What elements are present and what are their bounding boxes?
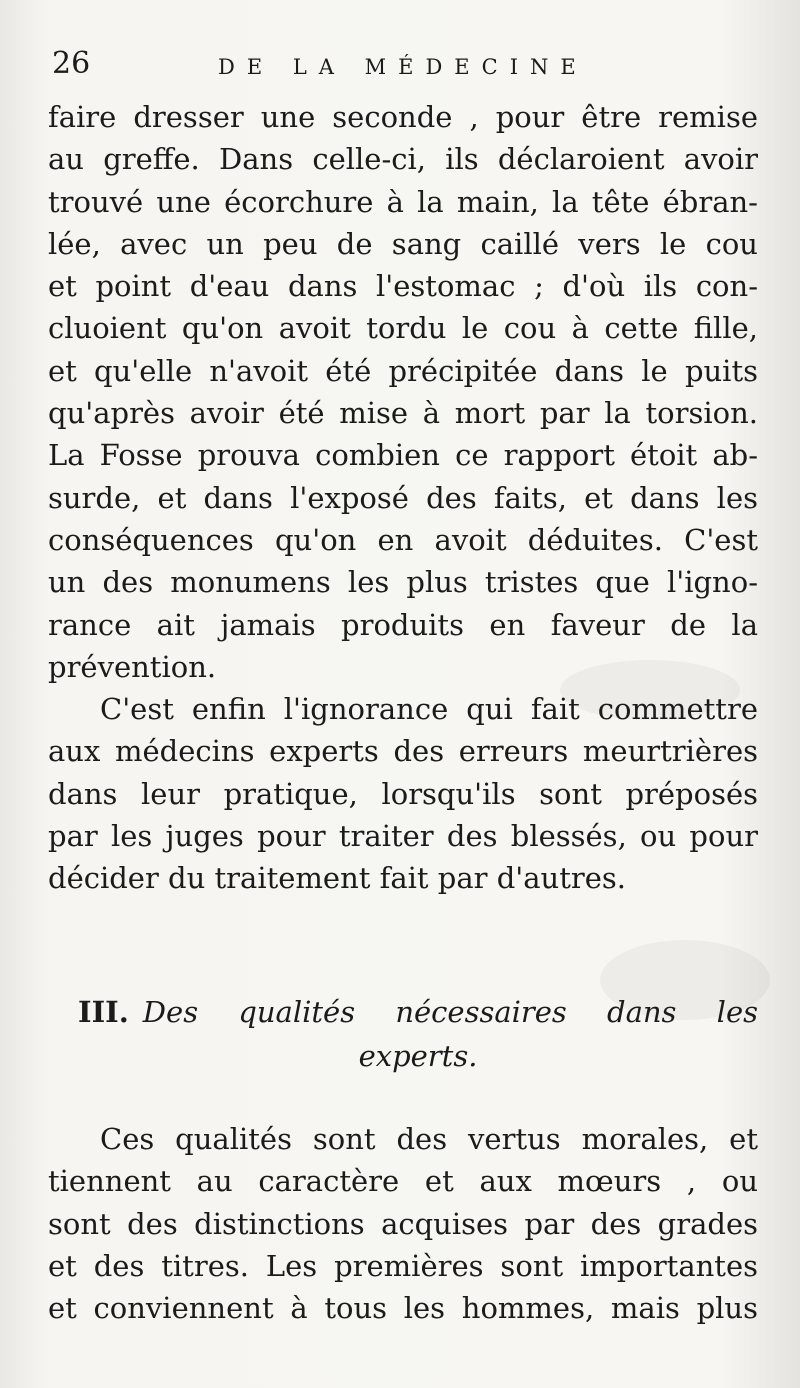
text-line: prévention. [48,649,217,684]
section-title: Des qualités nécessaires dans les [142,995,758,1029]
page-number: 26 [52,46,91,81]
text-line: conséquences qu'on en avoit déduites. C'est [48,522,758,557]
running-head: DE LA MÉDECINE [218,55,588,79]
paragraph-3 [48,1118,758,1329]
text-line: par les juges pour traiter des blessés, ou pour [48,819,758,854]
page-header [48,44,768,84]
text-line: lée, avec un peu de sang caillé vers le cou [48,226,758,261]
text-line: aux médecins experts des erreurs meurtrières [48,734,758,769]
section-heading [48,990,758,1078]
text-line: et point d'eau dans l'estomac ; d'où ils con- [48,269,758,304]
text-line: La Fosse prouva combien ce rapport étoit ab- [48,438,758,473]
text-line: au greffe. Dans celle-ci, ils déclaroient avoir [48,142,758,177]
text-line: et des titres. Les premières sont importantes [48,1248,758,1283]
text-block-lower [48,1118,758,1329]
text-line: sont des distinctions acquises par des grades [48,1206,758,1241]
section-heading-line [48,1034,758,1078]
text-line: et conviennent à tous les hommes, mais plus [48,1291,758,1326]
text-line: cluoient qu'on avoit tordu le cou à cette fille, [48,311,758,346]
text-line: faire dresser une seconde , pour être remise [48,100,758,134]
text-line: et qu'elle n'avoit été précipitée dans le puits [48,353,758,388]
text-line: surde, et dans l'exposé des faits, et dans les [48,480,758,515]
paragraph-2 [48,688,758,899]
text-line: tiennent au caractère et aux mœurs , ou [48,1164,758,1199]
text-line: un des monumens les plus tristes que l'igno- [48,565,758,600]
section-heading-line [48,990,758,1034]
paragraph-1 [48,96,758,688]
text-line: rance ait jamais produits en faveur de la [48,607,758,642]
text-line: dans leur pratique, lorsqu'ils sont préposés [48,776,758,811]
text-line: décider du traitement fait par d'autres. [48,861,627,896]
text-line: C'est enfin l'ignorance qui fait commettre [100,692,758,727]
text-block-upper [48,96,758,900]
text-line: qu'après avoir été mise à mort par la torsion. [48,396,758,431]
text-line: Ces qualités sont des vertus morales, et [100,1122,758,1156]
section-number: III. [78,995,129,1029]
section-title-continued: experts. [358,1039,478,1073]
text-line: trouvé une écorchure à la main, la tête ébran- [48,184,758,219]
